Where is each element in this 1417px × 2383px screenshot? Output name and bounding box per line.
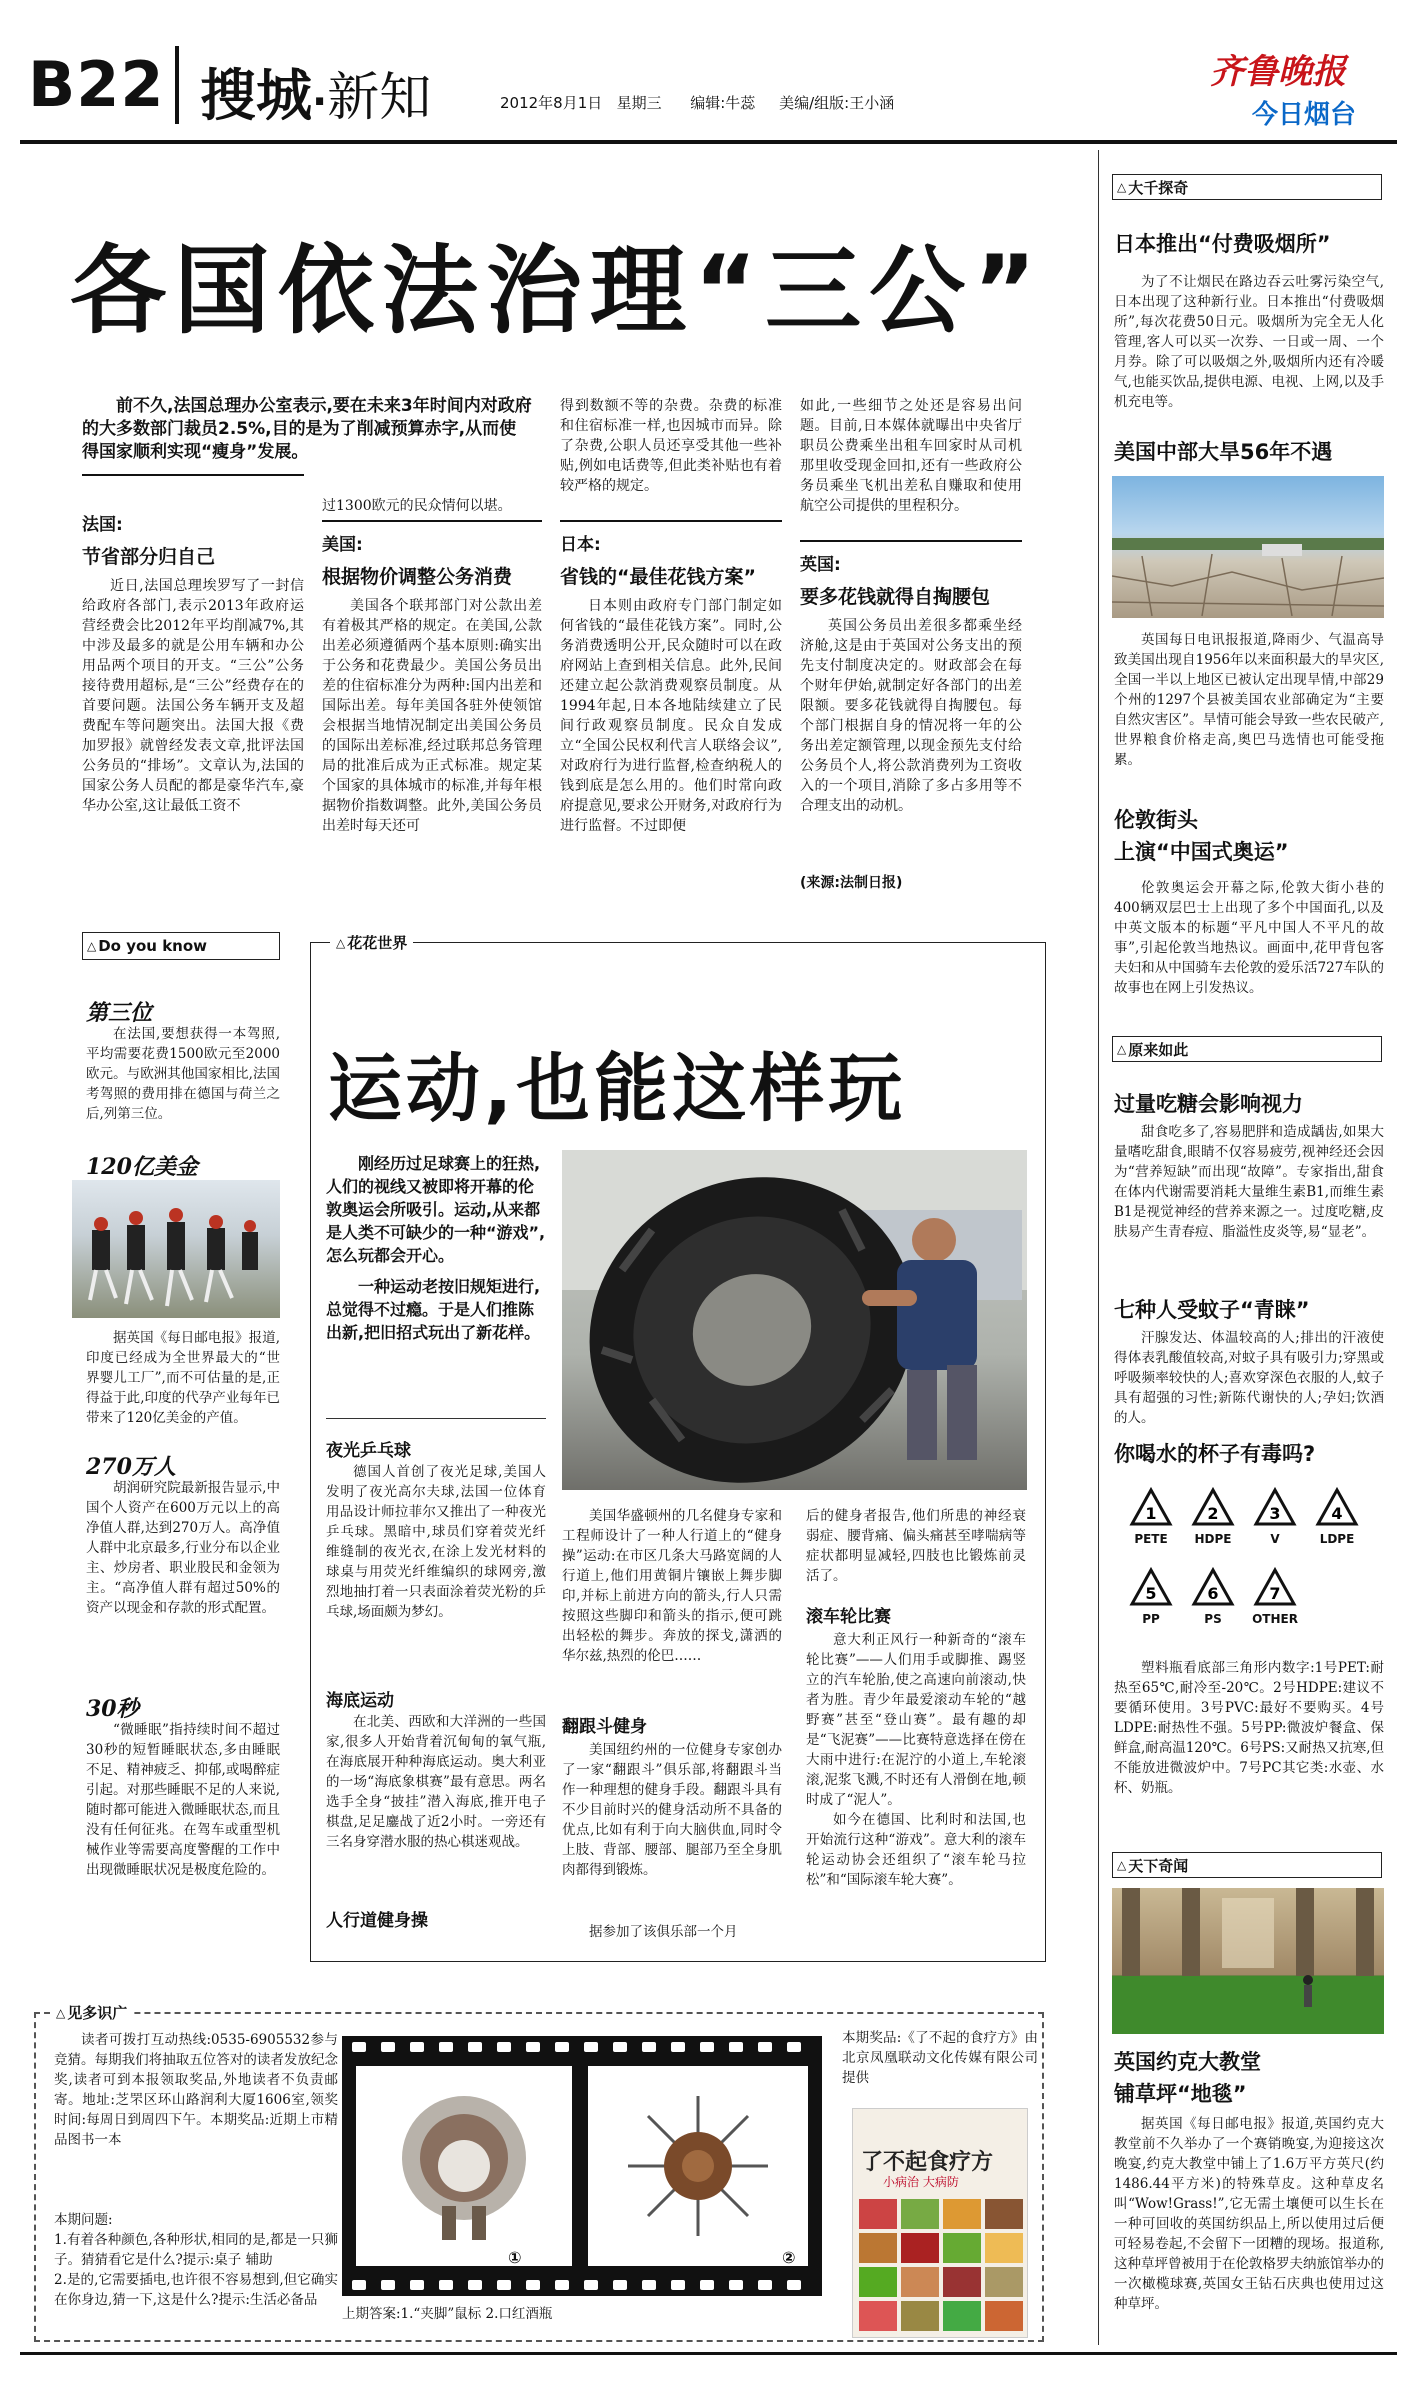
film-hole bbox=[555, 2042, 569, 2052]
film-hole bbox=[381, 2280, 395, 2290]
recycle-triangle-icon bbox=[1190, 1486, 1236, 1530]
japan-subhead: 省钱的“最佳花钱方案” bbox=[560, 566, 756, 588]
recycle-symbol: 2 HDPE bbox=[1186, 1486, 1240, 1546]
us-subhead: 根据物价调整公务消费 bbox=[322, 566, 513, 588]
film-hole bbox=[700, 2280, 714, 2290]
svg-text:2: 2 bbox=[1207, 1504, 1219, 1523]
page-number: B22 bbox=[28, 48, 165, 121]
quiz-image-frame-1 bbox=[356, 2066, 572, 2266]
recycle-symbol: 3 V bbox=[1248, 1486, 1302, 1546]
sport-sub-1: 夜光乒乓球 bbox=[326, 1441, 411, 1461]
recycle-symbol: 5 PP bbox=[1124, 1566, 1178, 1626]
tire-flip-photo bbox=[562, 1150, 1027, 1490]
recycle-triangle-icon bbox=[1128, 1566, 1174, 1610]
section-rule bbox=[560, 520, 782, 522]
know-number-2: 120亿美金 bbox=[86, 1154, 198, 1180]
recycle-triangle-icon bbox=[1314, 1486, 1360, 1530]
know-tag: △ Do you know bbox=[82, 932, 280, 960]
quiz-questions: 本期问题: 1.有着各种颜色,各种形状,相同的是,都是一只狮子。猜猜看它是什么?提示:桌子 辅助 2.是的,它需要插电,也许很不容易想到,但它确实在你身边,猜一下,这是什么?提示:生活必备品 bbox=[54, 2212, 338, 2308]
know-number-4: 30秒 bbox=[86, 1696, 139, 1722]
film-hole bbox=[526, 2042, 540, 2052]
film-hole bbox=[787, 2280, 801, 2290]
triangle-icon: △ bbox=[56, 2005, 66, 2020]
france-text: 近日,法国总理埃罗写了一封信给政府各部门,表示2013年政府运营经费会比2012年平均削减7%,其中涉及最多的就是公用车辆和办公用品两个项目的开支。“三公”公务接待费用超标,是“三公”经费存在的首要问题。法国公务车辆开支及超费配车等问题突出。法国大报《费加罗报》就曾经发表文章,批评法国公务员的“排场”。文章认为,法国的国家公务人员配的都是豪华汽车,豪华办公室,这让最低工资不 bbox=[82, 578, 304, 814]
london-headline-1: 伦敦街头 bbox=[1114, 808, 1198, 832]
recycle-symbols bbox=[1124, 1486, 1384, 1626]
cathedral-illustration bbox=[1112, 1888, 1384, 2034]
york-text: 据英国《每日邮电报》报道,英国约克大教堂前不久举办了一个赛销晚宴,为迎接这次晚宴,约克大教堂中铺上了1.6万平方英尺(约1486.44平方米)的特殊草皮。这种草皮名叫“Wow!Grass!”,它无需土壤便可以生长在一种可回收的英国纺织品上,所以使用过后便可轻易卷起,不会留下一团糟的现场。报道称,这种草坪曾被用于在伦敦格罗夫纳旅馆举办的一次橄榄球赛,英国女王钻石庆典也使用过这种草坪。 bbox=[1114, 2116, 1384, 2312]
tire-illustration bbox=[562, 1150, 1027, 1490]
cup-text: 塑料瓶看底部三角形内数字:1号PET:耐热至65℃,耐冷至-20℃。2号HDPE:建议不要循环使用。3号PVC:最好不要购买。4号LDPE:耐热性不强。5号PP:微波炉餐盒、保鲜盒,耐高温120℃。6号PS:又耐热又抗寒,但不能放进微波炉中。7号PC其它类:水壶、水杯、奶瓶。 bbox=[1114, 1660, 1384, 1796]
know-text-2: 据英国《每日邮电报》报道,印度已经成为全世界最大的“世界婴儿工厂”,而不可估量的是,正得益于此,印度的代孕产业每年已带来了120亿美金的产值。 bbox=[86, 1330, 280, 1426]
drought-headline: 美国中部大旱56年不遇 bbox=[1114, 440, 1333, 464]
sport-text-4: 美国纽约州的一位健身专家创办了一家“翻跟斗”俱乐部,将翻跟斗当作一种理想的健身手段。翻跟斗具有不少目前时兴的健身活动所不具备的优点,比如有利于向大脑供血,同时令上肢、背部、腰部、腿部乃至全身肌肉都得到锻炼。 bbox=[562, 1742, 782, 1878]
film-hole bbox=[410, 2280, 424, 2290]
oddities-tag: △ 天下奇闻 bbox=[1112, 1852, 1382, 1878]
image-marker-1: ① bbox=[508, 2248, 522, 2267]
sport-sub-3: 人行道健身操 bbox=[326, 1911, 428, 1931]
sugar-headline: 过量吃糖会影响视力 bbox=[1114, 1092, 1303, 1116]
know-number-1: 第三位 bbox=[86, 1000, 153, 1026]
film-hole bbox=[642, 2280, 656, 2290]
film-hole bbox=[410, 2042, 424, 2052]
film-hole bbox=[439, 2280, 453, 2290]
cup-headline: 你喝水的杯子有毒吗? bbox=[1114, 1442, 1316, 1466]
bottom-rule bbox=[20, 2352, 1397, 2355]
film-hole bbox=[526, 2280, 540, 2290]
sport-sub-5: 滚车轮比赛 bbox=[806, 1607, 891, 1627]
article-source: (来源:法制日报) bbox=[800, 875, 903, 891]
section-rule bbox=[82, 474, 304, 476]
film-hole bbox=[352, 2042, 366, 2052]
film-hole bbox=[468, 2042, 482, 2052]
curiosity-tag: △ 大千探奇 bbox=[1112, 174, 1382, 200]
section-rule bbox=[322, 520, 542, 522]
triangle-icon: △ bbox=[1117, 180, 1127, 194]
japan-continued: 如此,一些细节之处还是容易出问题。目前,日本媒体就曝出中央省厅职员公费乘坐出租车回家时从司机那里收受现金回扣,还有一些政府公务员乘坐飞机出差私自赚取和使用航空公司提供的里程积分。 bbox=[800, 398, 1022, 514]
film-hole bbox=[613, 2280, 627, 2290]
film-hole bbox=[758, 2280, 772, 2290]
book-subtitle: 小病治 大病防 bbox=[883, 2175, 959, 2189]
us-label: 美国: bbox=[322, 535, 363, 555]
france-label: 法国: bbox=[82, 515, 123, 535]
explained-tag: △ 原来如此 bbox=[1112, 1036, 1382, 1062]
svg-text:1: 1 bbox=[1145, 1504, 1157, 1523]
recycle-symbol: 4 LDPE bbox=[1310, 1486, 1364, 1546]
know-text-4: “微睡眠”指持续时间不超过30秒的短暂睡眠状态,多由睡眠不足、精神疲乏、抑郁,或喝醉症引起。对那些睡眠不足的人来说,随时都可能进入微睡眠状态,而且没有任何征兆。在驾车或重型机械作业等需要高度警醒的工作中出现微睡眠状况是极度危险的。 bbox=[86, 1722, 280, 1878]
dancers-illustration bbox=[72, 1180, 280, 1318]
sport-tag: △ 花花世界 bbox=[330, 932, 413, 953]
film-hole bbox=[584, 2280, 598, 2290]
dancers-photo bbox=[72, 1180, 280, 1318]
header-meta: 2012年8月1日 星期三 编辑:牛蕊 美编/组版:王小涵 bbox=[500, 94, 895, 112]
top-rule bbox=[20, 140, 1397, 144]
film-hole bbox=[671, 2042, 685, 2052]
svg-text:5: 5 bbox=[1145, 1584, 1157, 1603]
sport-text-3: 美国华盛顿州的几名健身专家和工程师设计了一种人行道上的“健身操”运动:在市区几条大马路宽阔的人行道上,他们用黄铜片镶嵌上舞步脚印,并标上前进方向的箭头,行人只需按照这些脚印和箭头的指示,便可跳出轻松的舞步。奔放的探戈,潇洒的华尔兹,热烈的伦巴…… bbox=[562, 1508, 782, 1664]
drought-photo bbox=[1112, 476, 1384, 618]
recycle-triangle-icon bbox=[1128, 1486, 1174, 1530]
quiz-answer: 上期答案:1.“夹脚”鼠标 2.口红酒瓶 bbox=[342, 2306, 553, 2322]
film-hole bbox=[352, 2280, 366, 2290]
quiz-filmstrip bbox=[342, 2036, 822, 2296]
triangle-icon: △ bbox=[1117, 1858, 1127, 1872]
sport-text-2: 在北美、西欧和大洋洲的一些国家,很多人开始背着沉甸甸的氧气瓶,在海底展开种种海底运动。奥大利亚的一场“海底象棋赛”最有意思。两名选手全身“披挂”潜入海底,推开电子棋盘,足足鏖战了近2小时。一旁还有三名身穿潜水服的热心棋迷观战。 bbox=[326, 1714, 546, 1850]
film-hole bbox=[555, 2280, 569, 2290]
uk-text: 英国公务员出差很多都乘坐经济舱,这是由于英国对公务支出的预先支付制度决定的。财政部会在每个财年伊始,就制定好各部门的出差限额。要多花钱就得自掏腰包。每个部门根据自身的情况将一年的公务出差定额管理,以现金预先支付给公务员个人,将公款消费列为工资收入的一个项目,消除了多占多用等不合理支出的动机。 bbox=[800, 618, 1022, 814]
sport-sub-2: 海底运动 bbox=[326, 1691, 394, 1711]
edition-label: 今日烟台 bbox=[1252, 100, 1357, 130]
quiz-tag: △ 见多识广 bbox=[50, 2002, 133, 2023]
sport-sub-4: 翻跟斗健身 bbox=[562, 1717, 647, 1737]
film-hole bbox=[729, 2042, 743, 2052]
section-rule bbox=[800, 540, 1022, 542]
triangle-icon: △ bbox=[1117, 1042, 1127, 1056]
header-divider bbox=[175, 46, 179, 124]
us-text: 美国各个联邦部门对公款出差有着极其严格的规定。在美国,公款出差必须遵循两个基本原则:确实出于公务和花费最少。美国公务员出差的住宿标准分为两种:国内出差和国际出差。每年美国各驻外使领馆会根据当地情况制定出美国公务员的国际出差标准,经过联邦总务管理局的批准后成为正式标准。规定某个国家的具体城市的标准,并每年根据物价指数调整。此外,美国公务员出差时每天还可 bbox=[322, 598, 542, 834]
drought-illustration bbox=[1112, 476, 1384, 618]
book-cover bbox=[852, 2108, 1028, 2338]
japan-label: 日本: bbox=[560, 535, 601, 555]
film-hole bbox=[758, 2042, 772, 2052]
svg-text:4: 4 bbox=[1331, 1504, 1343, 1523]
film-hole bbox=[439, 2042, 453, 2052]
uk-subhead: 要多花钱就得自掏腰包 bbox=[800, 586, 991, 608]
london-text: 伦敦奥运会开幕之际,伦敦大街小巷的400辆双层巴士上出现了多个中国面孔,以及中英文版本的标题“平凡中国人不平凡的故事”,引起伦敦当地热议。画面中,花甲背包客夫妇和从中国骑车去伦敦的爱乐活727车队的故事也在网上引发热议。 bbox=[1114, 880, 1384, 996]
recycle-symbol: 7 OTHER bbox=[1248, 1566, 1302, 1626]
mosquito-text: 汗腺发达、体温较高的人;排出的汗液使得体表乳酸值较高,对蚊子具有吸引力;穿黑或呼吸频率较快的人;喜欢穿深色衣服的人,蚊子具有超强的习性;新陈代谢快的人;孕妇;饮酒的人。 bbox=[1114, 1330, 1384, 1426]
quiz-prize: 本期奖品:《了不起的食疗方》由北京凤凰联动文化传媒有限公司提供 bbox=[842, 2030, 1038, 2086]
film-hole bbox=[671, 2280, 685, 2290]
smoking-text: 为了不让烟民在路边吞云吐雾污染空气,日本出现了这种新行业。日本推出“付费吸烟所”,每次花费50日元。吸烟所为完全无人化管理,客人可以买一次券、一日或一周、一个月券。除了可以吸烟之外,吸烟所内还有冷暖气,也能买饮品,提供电源、电视、上网,以及手机充电等。 bbox=[1114, 274, 1384, 410]
know-text-3: 胡润研究院最新报告显示,中国个人资产在600万元以上的高净值人群,达到270万人。高净值人群中北京最多,行业分布以企业主、炒房者、职业股民和金领为主。“高净值人群有超过50%的资产以现金和存款的形式配置。 bbox=[86, 1480, 280, 1616]
sport-text-5: 意大利正风行一种新奇的“滚车轮比赛”——人们用手或脚推、踢竖立的汽车轮胎,使之高速向前滚动,快者为胜。青少年最爱滚动车轮的“越野赛”甚至“登山赛”。最有趣的却是“飞泥赛”——比赛特意选择在傍在大雨中进行:在泥泞的小道上,车轮滚滚,泥浆飞溅,不时还有人滑倒在地,顿时成了“泥人”。 如今在德国、比利时和法国,也开始流行这种“游戏”。意大利的滚车轮运动协会还组织了“滚车轮马拉松”和“国际滚车轮大赛”。 bbox=[806, 1632, 1026, 1888]
japan-text: 日本则由政府专门部门制定如何省钱的“最佳花钱方案”。同时,公务消费透明公开,民众随时可以在政府网站上查到相关信息。此外,民间还建立起公款消费观察员制度。从1994年起,日本各地陆续建立了民间行政观察员制度。民众自发成立“全国公民权利代言人联络会议”,对政府行为进行监督,检查纳税人的钱到底是怎么用的。他们时常向政府提意见,要求公开财务,对政府行为进行监督。不过即便 bbox=[560, 598, 782, 834]
smoking-headline: 日本推出“付费吸烟所” bbox=[1114, 232, 1331, 256]
film-hole bbox=[729, 2280, 743, 2290]
film-hole bbox=[468, 2280, 482, 2290]
sport-headline: 运动,也能这样玩 bbox=[328, 1046, 907, 1132]
film-hole bbox=[584, 2042, 598, 2052]
know-text-1: 在法国,要想获得一本驾照,平均需要花费1500欧元至2000欧元。与欧洲其他国家相比,法国考驾照的费用排在德国与荷兰之后,列第三位。 bbox=[86, 1026, 280, 1122]
cathedral-photo bbox=[1112, 1888, 1384, 2034]
quiz-intro: 读者可拨打互动热线:0535-6905532参与竞猜。每期我们将抽取五位答对的读者发放纪念奖,读者可到本报领取奖品,外地读者不负责邮寄。地址:芝罘区环山路润利大厦1606室,领奖时间:每周日到周四下午。本期奖品:近期上市精品图书一本 bbox=[54, 2032, 338, 2148]
recycle-triangle-icon bbox=[1252, 1566, 1298, 1610]
uk-label: 英国: bbox=[800, 555, 841, 575]
film-hole bbox=[642, 2042, 656, 2052]
recycle-symbol: 1 PETE bbox=[1124, 1486, 1178, 1546]
sport-intro: 刚经历过足球赛上的狂热,人们的视线又被即将开幕的伦敦奥运会所吸引。运动,从来都是人类不可缺少的一种“游戏”,怎么玩都会开心。 一种运动老按旧规矩进行,总觉得不过瘾。于是人们推陈出新,把旧招式玩出了新花样。 bbox=[326, 1154, 546, 1342]
column-divider bbox=[1098, 150, 1099, 2345]
main-lead: 前不久,法国总理办公室表示,要在未来3年时间内对政府的大多数部门裁员2.5%,目的是为了削减预算赤字,从而使得国家顺利实现“瘦身”发展。 bbox=[82, 396, 532, 462]
france-subhead: 节省部分归自己 bbox=[82, 546, 216, 568]
lion-object-image bbox=[356, 2066, 572, 2266]
know-number-3: 270万人 bbox=[86, 1454, 176, 1480]
recycle-symbol: 6 PS bbox=[1186, 1566, 1240, 1626]
svg-text:7: 7 bbox=[1269, 1584, 1281, 1603]
london-headline-2: 上演“中国式奥运” bbox=[1114, 840, 1289, 864]
brand-logo: 齐鲁晚报 bbox=[1210, 52, 1346, 92]
plug-object-image bbox=[588, 2066, 808, 2266]
france-continued: 过1300欧元的民众情何以堪。 bbox=[322, 498, 512, 514]
svg-text:3: 3 bbox=[1269, 1504, 1281, 1523]
film-hole bbox=[381, 2042, 395, 2052]
section-title: 搜城·新知 bbox=[200, 64, 432, 129]
section-rule bbox=[326, 1418, 546, 1419]
mosquito-headline: 七种人受蚊子“青睐” bbox=[1114, 1298, 1310, 1322]
image-marker-2: ② bbox=[782, 2248, 796, 2267]
recycle-triangle-icon bbox=[1190, 1566, 1236, 1610]
triangle-icon: △ bbox=[336, 935, 346, 950]
film-hole bbox=[497, 2042, 511, 2052]
svg-text:6: 6 bbox=[1207, 1584, 1219, 1603]
us-continued: 得到数额不等的杂费。杂费的标准和住宿标准一样,也因城市而异。除了杂费,公职人员还享受其他一些补贴,例如电话费等,但此类补贴也有着较严格的规定。 bbox=[560, 398, 782, 494]
sugar-text: 甜食吃多了,容易肥胖和造成龋齿,如果大量嗜吃甜食,眼睛不仅容易疲劳,视神经还会因为“营养短缺”而出现“故障”。专家指出,甜食在体内代谢需要消耗大量维生素B1,而维生素B1是视觉神经的营养来源之一。过度吃糖,皮肤易产生青春痘、脂溢性皮炎等,易“显老”。 bbox=[1114, 1124, 1384, 1240]
drought-text: 英国每日电讯报报道,降雨少、气温高导致美国出现自1956年以来面积最大的旱灾区,全国一半以上地区已被认定出现旱情,中部29个州的1297个县被美国农业部确定为“主要自然灾害区”。旱情可能会导致一些农民破产,世界粮食价格走高,奥巴马选情也可能受拖累。 bbox=[1114, 632, 1384, 768]
sport-text-4b: 据参加了该俱乐部一个月 bbox=[589, 1924, 738, 1940]
sport-text-5a: 后的健身者报告,他们所患的神经衰弱症、腰背痛、偏头痛甚至哮喘病等症状都明显减轻,四肢也比锻炼前灵活了。 bbox=[806, 1508, 1026, 1584]
recycle-triangle-icon bbox=[1252, 1486, 1298, 1530]
york-headline-2: 铺草坪“地毯” bbox=[1114, 2082, 1247, 2106]
triangle-icon: △ bbox=[87, 939, 97, 953]
book-title: 了不起食疗方 bbox=[861, 2150, 994, 2175]
main-headline: 各国依法治理“三公” bbox=[70, 235, 1045, 347]
film-hole bbox=[497, 2280, 511, 2290]
film-hole bbox=[787, 2042, 801, 2052]
film-hole bbox=[700, 2042, 714, 2052]
sport-text-1: 德国人首创了夜光足球,美国人发明了夜光高尔夫球,法国一位体育用品设计师拉菲尔又推出了一种夜光乒乓球。黑暗中,球员们穿着荧光纤维缝制的夜光衣,在涂上发光材料的球桌与用荧光纤维编织的球网旁,激烈地抽打着一只表面涂着荧光粉的乒乓球,场面颇为梦幻。 bbox=[326, 1464, 546, 1620]
york-headline-1: 英国约克大教堂 bbox=[1114, 2050, 1261, 2074]
film-hole bbox=[613, 2042, 627, 2052]
book-food-grid bbox=[859, 2199, 1023, 2335]
quiz-image-frame-2 bbox=[588, 2066, 808, 2266]
